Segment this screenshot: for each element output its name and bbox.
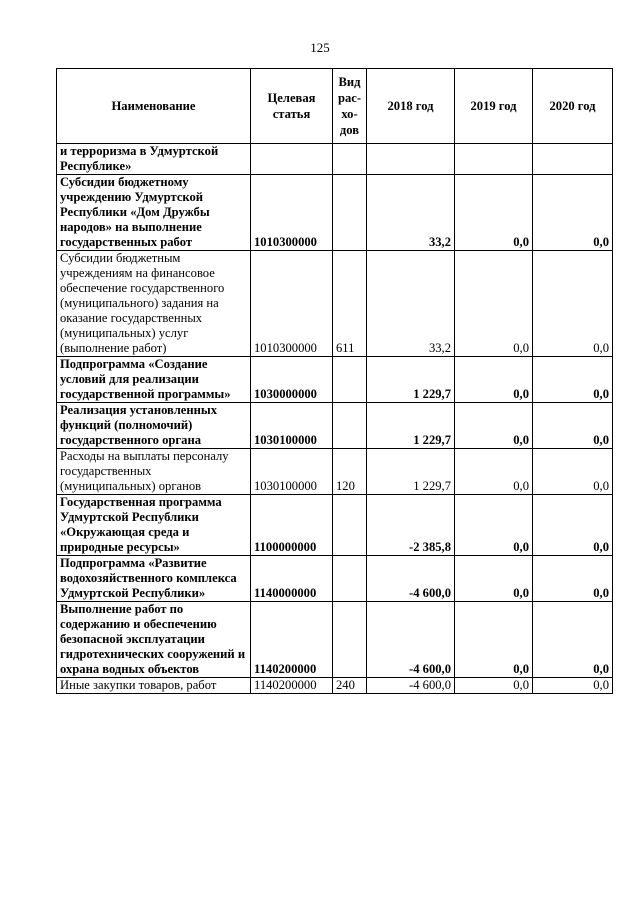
cell-2019: 0,0 [455, 678, 533, 694]
header-expense-type: Вид рас- хо- дов [333, 69, 367, 144]
cell-2020: 0,0 [533, 495, 613, 556]
table-row [57, 403, 613, 449]
cell-name: и терроризма в Удмуртской Республике» [57, 144, 251, 175]
budget-table [56, 68, 613, 694]
cell-expense-type: 120 [333, 449, 367, 495]
cell-name: Иные закупки товаров, работ [57, 678, 251, 694]
cell-2018: -4 600,0 [367, 678, 455, 694]
table-row [57, 602, 613, 678]
cell-target-article: 1140000000 [251, 556, 333, 602]
cell-2019: 0,0 [455, 602, 533, 678]
cell-target-article: 1030100000 [251, 403, 333, 449]
header-target-article: Целевая статья [251, 69, 333, 144]
table-row [57, 678, 613, 694]
cell-target-article: 1100000000 [251, 495, 333, 556]
cell-2020: 0,0 [533, 556, 613, 602]
table-row [57, 357, 613, 403]
header-name: Наименование [57, 69, 251, 144]
cell-2018: 33,2 [367, 251, 455, 357]
cell-2019: 0,0 [455, 556, 533, 602]
cell-name: Выполнение работ по содержанию и обеспечению безопасной эксплуатации гидротехнических сооружений и охрана водных объектов [57, 602, 251, 678]
cell-2019: 0,0 [455, 175, 533, 251]
cell-expense-type [333, 495, 367, 556]
table-row [57, 449, 613, 495]
cell-name: Государственная программа Удмуртской Республики «Окружающая среда и природные ресурсы» [57, 495, 251, 556]
header-2019: 2019 год [455, 69, 533, 144]
cell-2018: 1 229,7 [367, 449, 455, 495]
cell-target-article: 1030100000 [251, 449, 333, 495]
cell-2020: 0,0 [533, 449, 613, 495]
cell-expense-type: 240 [333, 678, 367, 694]
table-header-row [57, 69, 613, 144]
cell-name: Расходы на выплаты персоналу государственных (муниципальных) органов [57, 449, 251, 495]
cell-expense-type [333, 144, 367, 175]
cell-2019: 0,0 [455, 403, 533, 449]
cell-name: Реализация установленных функций (полномочий) государственного органа [57, 403, 251, 449]
cell-2019 [455, 144, 533, 175]
cell-2020: 0,0 [533, 602, 613, 678]
cell-name: Подпрограмма «Создание условий для реализации государственной программы» [57, 357, 251, 403]
cell-name: Подпрограмма «Развитие водохозяйственного комплекса Удмуртской Республики» [57, 556, 251, 602]
cell-target-article: 1010300000 [251, 251, 333, 357]
table-row [57, 175, 613, 251]
cell-2020 [533, 144, 613, 175]
cell-2020: 0,0 [533, 251, 613, 357]
cell-2020: 0,0 [533, 403, 613, 449]
cell-2019: 0,0 [455, 449, 533, 495]
table-row [57, 556, 613, 602]
cell-2018: 1 229,7 [367, 357, 455, 403]
cell-2020: 0,0 [533, 175, 613, 251]
cell-name: Субсидии бюджетному учреждению Удмуртской Республики «Дом Дружбы народов» на выполнение государственных работ [57, 175, 251, 251]
cell-2019: 0,0 [455, 357, 533, 403]
cell-2019: 0,0 [455, 495, 533, 556]
header-2018: 2018 год [367, 69, 455, 144]
table-row [57, 495, 613, 556]
cell-expense-type [333, 175, 367, 251]
cell-expense-type [333, 556, 367, 602]
cell-expense-type [333, 357, 367, 403]
cell-2018: 1 229,7 [367, 403, 455, 449]
cell-expense-type: 611 [333, 251, 367, 357]
cell-expense-type [333, 403, 367, 449]
cell-expense-type [333, 602, 367, 678]
header-2020: 2020 год [533, 69, 613, 144]
page-number: 125 [310, 40, 330, 55]
cell-target-article: 1030000000 [251, 357, 333, 403]
cell-target-article: 1010300000 [251, 175, 333, 251]
cell-target-article: 1140200000 [251, 602, 333, 678]
cell-2018: -2 385,8 [367, 495, 455, 556]
cell-name: Субсидии бюджетным учреждениям на финансовое обеспечение государственного (муниципального) задания на оказание государственных (муниципальных) услуг (выполнение работ) [57, 251, 251, 357]
cell-target-article: 1140200000 [251, 678, 333, 694]
cell-2020: 0,0 [533, 357, 613, 403]
cell-2019: 0,0 [455, 251, 533, 357]
cell-2018: -4 600,0 [367, 602, 455, 678]
table-row [57, 144, 613, 175]
cell-2018: -4 600,0 [367, 556, 455, 602]
cell-2018 [367, 144, 455, 175]
cell-target-article [251, 144, 333, 175]
cell-2020: 0,0 [533, 678, 613, 694]
cell-2018: 33,2 [367, 175, 455, 251]
table-row [57, 251, 613, 357]
